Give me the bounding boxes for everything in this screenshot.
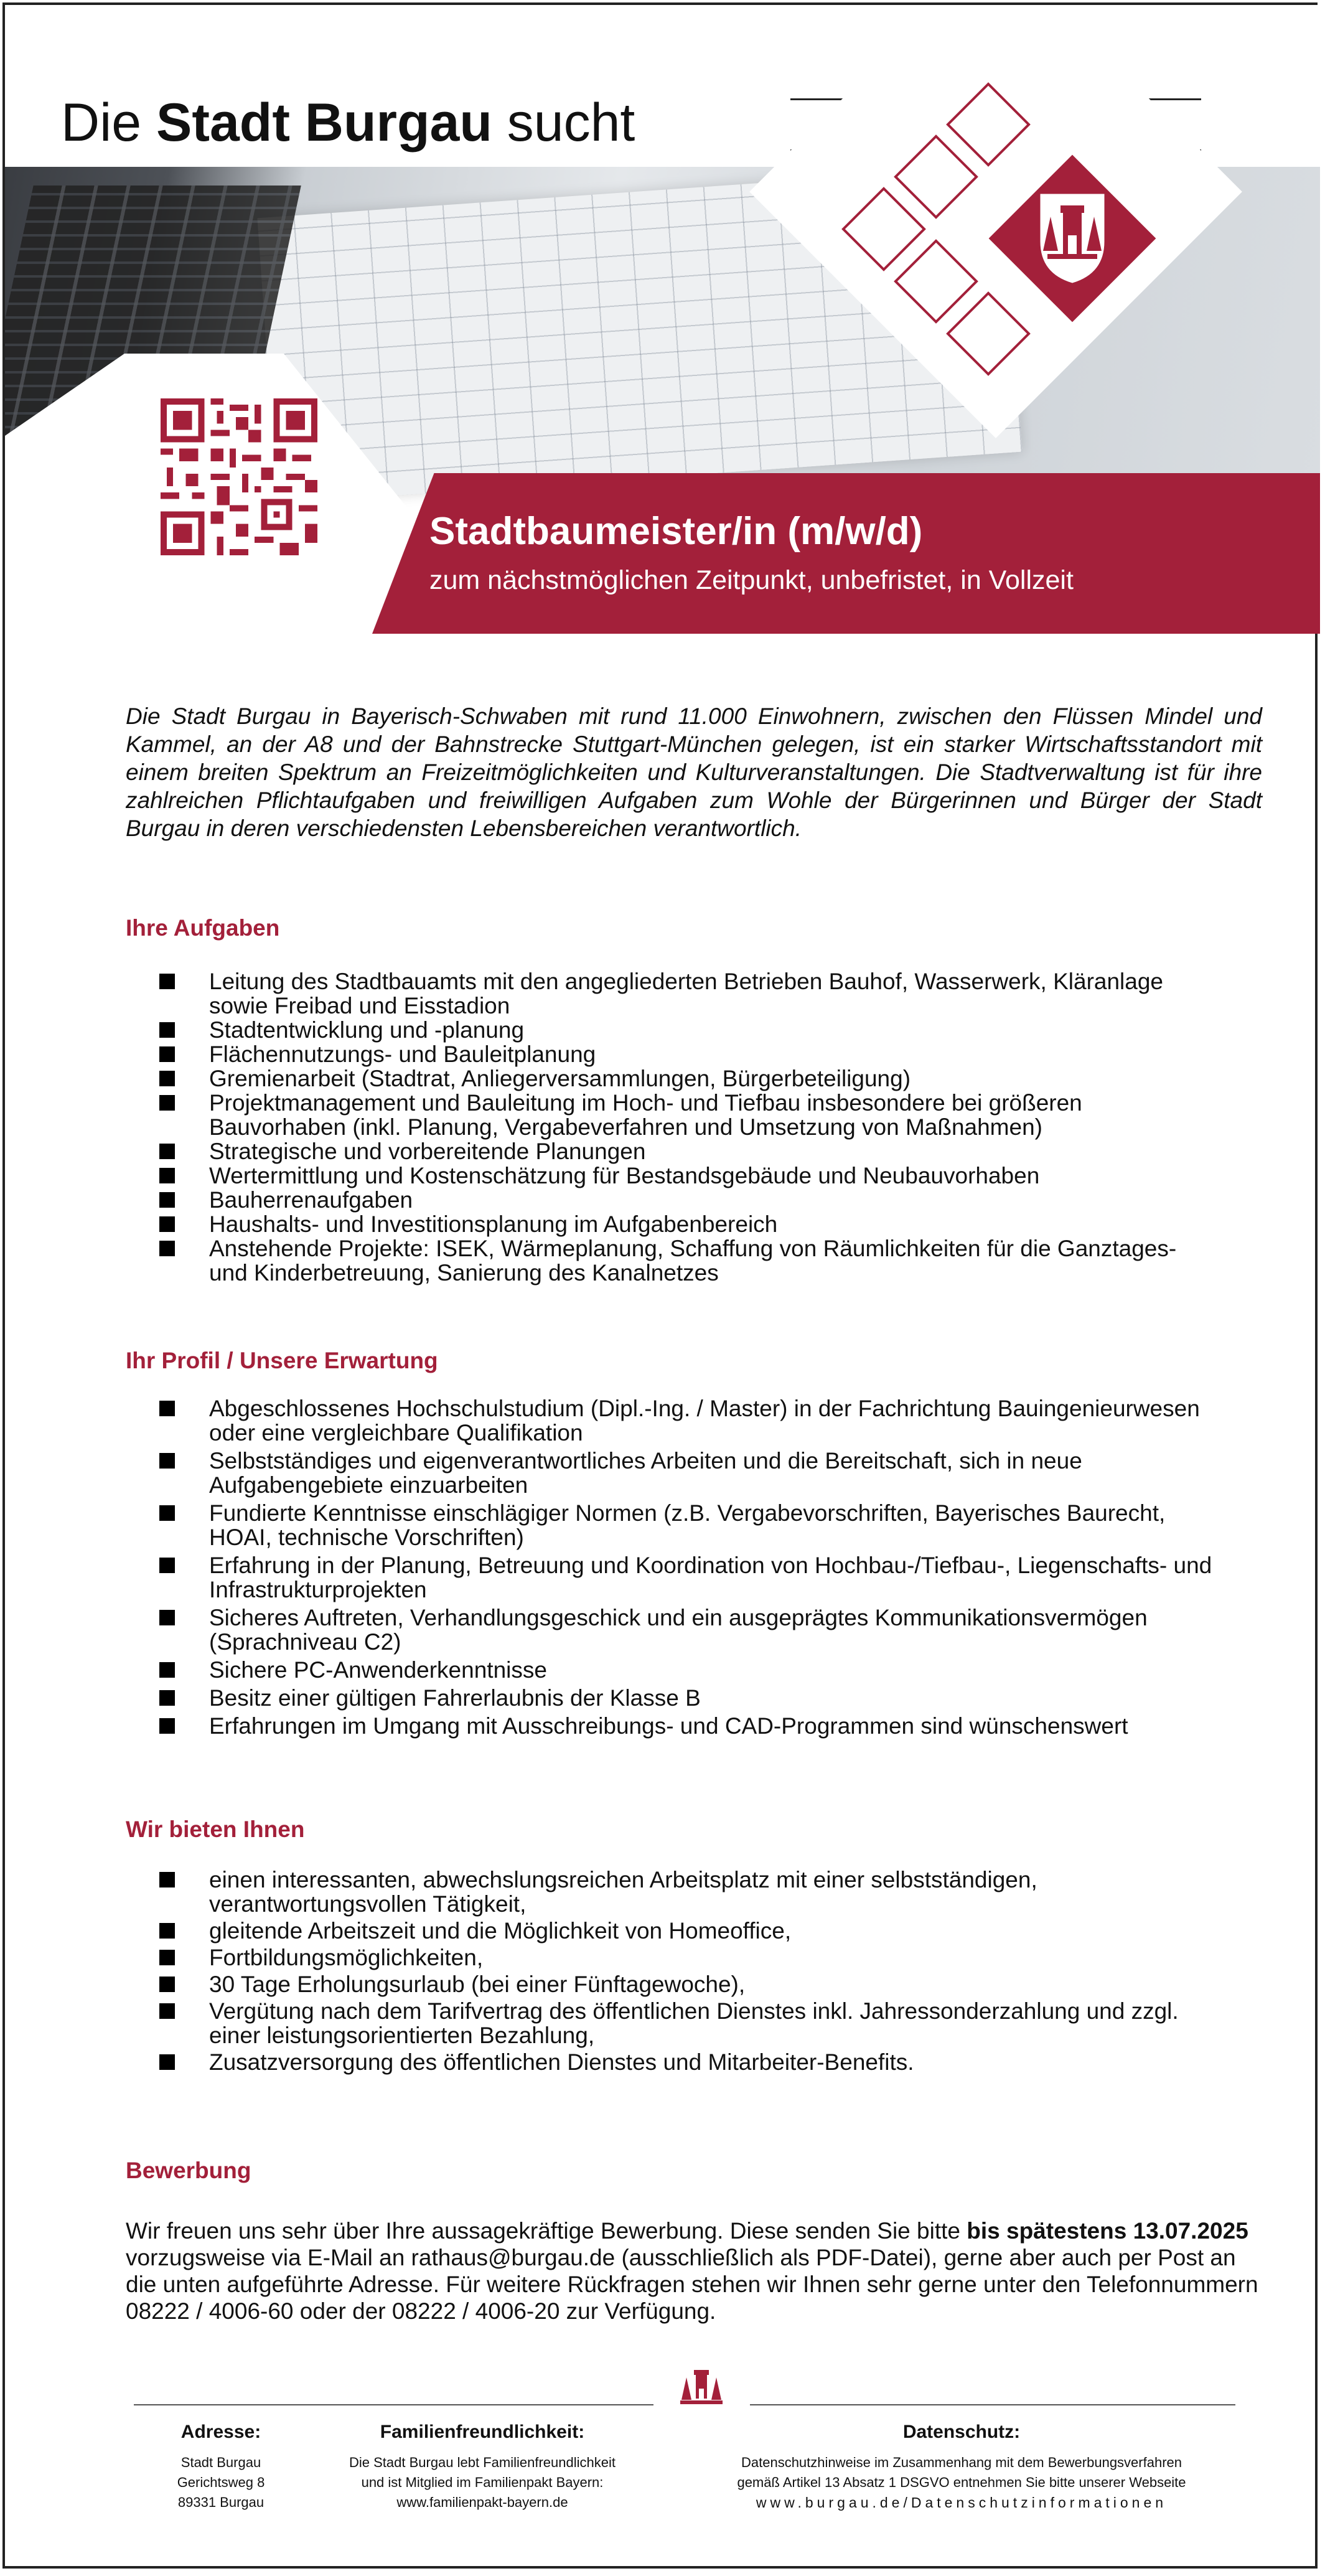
bullet-icon xyxy=(159,1505,175,1521)
footer-divider xyxy=(134,2404,653,2405)
profile-list xyxy=(159,1396,1217,1742)
list-item: Zusatzversorgung des öffentlichen Dienstes und Mitarbeiter-Benefits. xyxy=(159,2050,1217,2074)
list-item: Wertermittlung und Kostenschätzung für Bestandsgebäude und Neubauvorhaben xyxy=(159,1163,1217,1188)
footer-divider xyxy=(750,2404,1235,2405)
list-item: Leitung des Stadtbauamts mit den angegliederten Betrieben Bauhof, Wasserwerk, Kläranlage sowie Freibad und Eisstadion xyxy=(159,969,1217,1018)
footer-family: Die Stadt Burgau lebt Familienfreundlichkeit und ist Mitglied im Familienpakt Bayern: www.familienpakt-bayern.de xyxy=(314,2453,650,2513)
list-item: Abgeschlossenes Hochschulstudium (Dipl.-Ing. / Master) in der Fachrichtung Bauingenieurwesen oder eine vergleichbare Qualifikation xyxy=(159,1396,1217,1445)
bullet-icon xyxy=(159,1610,175,1625)
application-deadline: bis spätestens 13.07.2025 xyxy=(967,2218,1248,2244)
bullet-icon xyxy=(159,1144,175,1159)
list-item: Sichere PC-Anwenderkenntnisse xyxy=(159,1658,1217,1682)
crest-icon xyxy=(680,2367,723,2409)
list-item: Stadtentwicklung und -planung xyxy=(159,1018,1217,1042)
city-crest-icon xyxy=(1038,192,1107,285)
bullet-icon xyxy=(159,974,175,989)
list-item: Erfahrung in der Planung, Betreuung und Koordination von Hochbau-/Tiefbau-, Liegenschafts- und Infrastrukturprojekten xyxy=(159,1553,1217,1602)
page-title: Die Stadt Burgau sucht xyxy=(61,93,635,153)
section-heading-profile: Ihr Profil / Unsere Erwartung xyxy=(126,1348,438,1373)
list-item: Vergütung nach dem Tarifvertrag des öffentlichen Dienstes inkl. Jahressonderzahlung und zzgl. einer leistungsorientierten Bezahlung, xyxy=(159,1999,1217,2047)
footer-privacy: Datenschutzhinweise im Zusammenhang mit dem Bewerbungsverfahren gemäß Artikel 13 Absatz 1 DSGVO entnehmen Sie bitte unserer Webseite www.burgau.de/Datenschutzinformationen xyxy=(675,2453,1248,2513)
list-item: Erfahrungen im Umgang mit Ausschreibungs- und CAD-Programmen sind wünschenswert xyxy=(159,1714,1217,1738)
list-item: Strategische und vorbereitende Planungen xyxy=(159,1139,1217,1163)
bullet-icon xyxy=(159,1095,175,1111)
footer-family-heading: Familienfreundlichkeit: xyxy=(380,2422,585,2442)
list-item: Gremienarbeit (Stadtrat, Anliegerversammlungen, Bürgerbeteiligung) xyxy=(159,1066,1217,1091)
bullet-icon xyxy=(159,1718,175,1734)
job-title-banner xyxy=(372,473,1320,634)
list-item: einen interessanten, abwechslungsreichen Arbeitsplatz mit einer selbstständigen, verantwortungsvollen Tätigkeit, xyxy=(159,1868,1217,1916)
section-heading-tasks: Ihre Aufgaben xyxy=(126,915,280,941)
footer-address-heading: Adresse: xyxy=(180,2422,261,2442)
list-item: Fundierte Kenntnisse einschlägiger Normen (z.B. Vergabevorschriften, Bayerisches Baurecht, HOAI, technische Vorschriften) xyxy=(159,1501,1217,1549)
privacy-link[interactable]: www.burgau.de/Datenschutzinformationen xyxy=(756,2494,1168,2511)
application-paragraph: Wir freuen uns sehr über Ihre aussagekräftige Bewerbung. Diese senden Sie bitte bis spätestens 13.07.2025 vorzugsweise via E-Mail an rathaus@burgau.de (ausschließlich als PDF-Datei), gerne aber auch per Post an die unten aufgeführte Adresse. Für weitere Rückfragen stehen wir Ihnen sehr gerne unter den Telefonnummern 08222 / 4006-60 oder der 08222 / 4006-20 zur Verfügung. xyxy=(126,2218,1258,2324)
family-pact-link[interactable]: www.familienpakt-bayern.de xyxy=(396,2494,568,2510)
list-item: Selbstständiges und eigenverantwortliches Arbeiten und die Bereitschaft, sich in neue Aufgabengebiete einzuarbeiten xyxy=(159,1449,1217,1497)
bullet-icon xyxy=(159,1046,175,1062)
bullet-icon xyxy=(159,1168,175,1183)
list-item: Haushalts- und Investitionsplanung im Aufgabenbereich xyxy=(159,1212,1217,1236)
list-item: Flächennutzungs- und Bauleitplanung xyxy=(159,1042,1217,1066)
bullet-icon xyxy=(159,1216,175,1232)
intro-paragraph: Die Stadt Burgau in Bayerisch-Schwaben mit rund 11.000 Einwohnern, zwischen den Flüssen Mindel und Kammel, an der A8 und der Bahnstrecke Stuttgart-München gelegen, ist ein starker Wirtschaftsstandort mit einem breiten Spektrum an Freizeitmöglichkeiten und Kulturveranstaltungen. Die Stadtverwaltung ist für ihre zahlreichen Pflichtaufgaben und freiwilligen Aufgaben zum Wohle der Bürgerinnen und Bürger der Stadt Burgau in deren verschiedensten Lebensbereichen verantwortlich. xyxy=(126,703,1262,841)
section-heading-application: Bewerbung xyxy=(126,2158,251,2183)
bullet-icon xyxy=(159,1192,175,1208)
header-banner xyxy=(5,5,1320,634)
bullet-icon xyxy=(159,2054,175,2070)
job-title: Stadtbaumeister/in (m/w/d) xyxy=(429,510,923,553)
list-item: Bauherrenaufgaben xyxy=(159,1188,1217,1212)
list-item: gleitende Arbeitszeit und die Möglichkeit von Homeoffice, xyxy=(159,1919,1217,1943)
bullet-icon xyxy=(159,1453,175,1469)
bullet-icon xyxy=(159,2003,175,2019)
list-item: Sicheres Auftreten, Verhandlungsgeschick und ein ausgeprägtes Kommunikationsvermögen (Sprachniveau C2) xyxy=(159,1605,1217,1654)
bullet-icon xyxy=(159,1022,175,1038)
list-item: Besitz einer gültigen Fahrerlaubnis der Klasse B xyxy=(159,1686,1217,1710)
bullet-icon xyxy=(159,1923,175,1939)
list-item: Anstehende Projekte: ISEK, Wärmeplanung, Schaffung von Räumlichkeiten für die Ganztages- und Kinderbetreuung, Sanierung des Kanalnetzes xyxy=(159,1236,1217,1285)
footer-address: Stadt Burgau Gerichtsweg 8 89331 Burgau xyxy=(177,2455,265,2510)
bullet-icon xyxy=(159,1558,175,1573)
list-item: Projektmanagement und Bauleitung im Hoch- und Tiefbau insbesondere bei größeren Bauvorhaben (inkl. Planung, Vergabeverfahren und Umsetzung von Maßnahmen) xyxy=(159,1091,1217,1139)
bullet-icon xyxy=(159,1690,175,1706)
list-item: Fortbildungsmöglichkeiten, xyxy=(159,1945,1217,1970)
bullet-icon xyxy=(159,1977,175,1992)
offer-list xyxy=(159,1868,1217,2077)
tasks-list xyxy=(159,969,1217,1285)
bullet-icon xyxy=(159,1071,175,1086)
footer-privacy-heading: Datenschutz: xyxy=(902,2422,1021,2442)
bullet-icon xyxy=(159,1401,175,1416)
bullet-icon xyxy=(159,1950,175,1965)
list-item: 30 Tage Erholungsurlaub (bei einer Fünftagewoche), xyxy=(159,1972,1217,1996)
qr-code[interactable] xyxy=(161,398,317,555)
bullet-icon xyxy=(159,1241,175,1256)
bullet-icon xyxy=(159,1662,175,1678)
job-subtitle: zum nächstmöglichen Zeitpunkt, unbefristet, in Vollzeit xyxy=(429,565,1074,595)
section-heading-offer: Wir bieten Ihnen xyxy=(126,1817,305,1842)
bullet-icon xyxy=(159,1872,175,1887)
